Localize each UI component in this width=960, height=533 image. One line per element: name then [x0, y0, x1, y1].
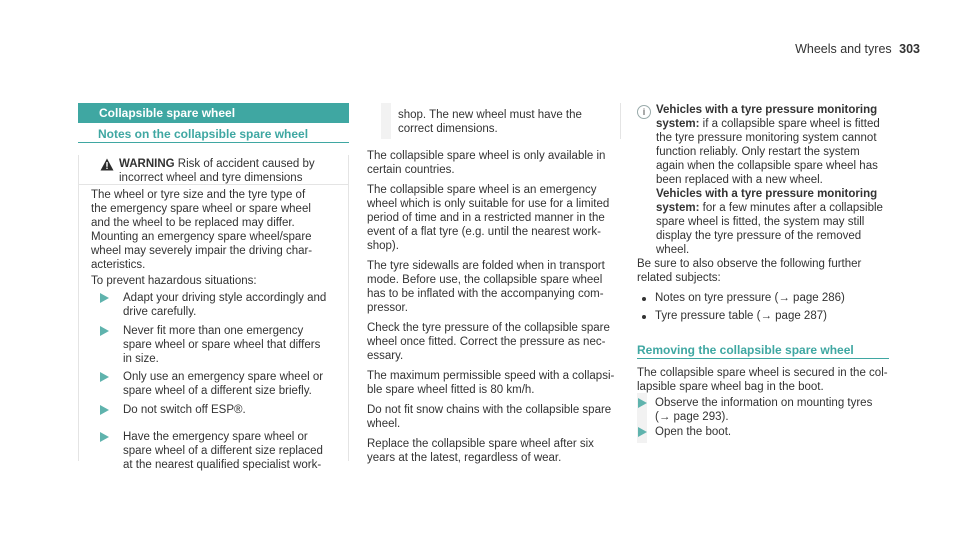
related-link-tyre-pressure[interactable]: Notes on tyre pressure (→ page 286) [655, 292, 845, 304]
body-line: acteristics. [91, 259, 146, 271]
step-item [123, 324, 345, 366]
step-line: Never fit more than one emergency [123, 325, 304, 337]
bullet-dot [642, 297, 646, 301]
warning-text [119, 157, 344, 185]
step-arrow-icon [100, 432, 109, 442]
col2-body [367, 149, 625, 465]
step-line: spare wheel of a different size replaced [123, 445, 323, 457]
continuation-bar [381, 103, 391, 139]
info-icon: i [637, 105, 651, 119]
step-item [123, 403, 345, 417]
warning-icon [100, 158, 114, 171]
step-arrow-icon [100, 405, 109, 415]
warning-body [91, 188, 346, 288]
header-title: Wheels and tyres [795, 42, 892, 56]
continuation-text [398, 108, 618, 136]
running-header [700, 42, 920, 56]
step-arrow-icon [100, 293, 109, 303]
paragraph: Check the tyre pressure of the collapsible spare wheel once fitted. Correct the pressure as nec- essary. [367, 322, 610, 362]
warning-divider [78, 184, 349, 185]
related-link-pressure-table[interactable]: Tyre pressure table (→ page 287) [655, 310, 827, 322]
removing-text: The collapsible spare wheel is secured in the col- lapsible spare wheel bag in the boot. [637, 367, 888, 393]
step-item: Open the boot. [655, 426, 732, 438]
body-line: Mounting an emergency spare wheel/spare [91, 231, 312, 243]
subhead-rule [78, 142, 349, 143]
paragraph: The collapsible spare wheel is only available in certain countries. [367, 150, 606, 176]
step-arrow-icon [638, 427, 647, 437]
warning-line-2: incorrect wheel and tyre dimensions [119, 172, 303, 184]
paragraph: Do not fit snow chains with the collapsible spare wheel. [367, 404, 612, 430]
step-item [123, 291, 345, 319]
step-item [123, 370, 345, 398]
step-arrow-icon [100, 372, 109, 382]
step-item: Observe the information on mounting tyres (→ page 293). [655, 397, 873, 423]
observe-text: Be sure to also observe the following further related subjects: [637, 258, 862, 284]
body-line: To prevent hazardous situations: [91, 275, 257, 287]
step-item [123, 430, 345, 472]
page-number: 303 [899, 42, 920, 56]
step-line: at the nearest qualified specialist work- [123, 459, 322, 471]
step-arrow-icon [100, 326, 109, 336]
subhead-rule [637, 358, 889, 359]
continuation-line: correct dimensions. [398, 123, 498, 135]
step-line: Have the emergency spare wheel or [123, 431, 308, 443]
paragraph: Replace the collapsible spare wheel after six years at the latest, regardless of wear. [367, 438, 594, 464]
bullet-dot [642, 315, 646, 319]
step-line: Only use an emergency spare wheel or [123, 371, 324, 383]
paragraph: The maximum permissible speed with a collapsi- ble spare wheel fitted is 80 km/h. [367, 370, 615, 396]
body-line: and the wheel to be replaced may differ. [91, 217, 295, 229]
subhead-removing: Removing the collapsible spare wheel [637, 343, 854, 357]
section-title-bar [78, 103, 349, 123]
step-line: spare wheel or spare wheel that differs [123, 339, 321, 351]
paragraph: The tyre sidewalls are folded when in transport mode. Before use, the collapsible spare wheel has to be inflated with the accompanying com- pressor. [367, 260, 605, 314]
section-title: Collapsible spare wheel [99, 106, 236, 120]
subhead-notes: Notes on the collapsible spare wheel [98, 127, 309, 141]
step-arrow-icon [638, 398, 647, 408]
step-line: Adapt your driving style accordingly and [123, 292, 327, 304]
step-line: spare wheel of a different size briefly. [123, 385, 312, 397]
body-line: the emergency spare wheel or spare wheel [91, 203, 311, 215]
step-line: drive carefully. [123, 306, 197, 318]
continuation-line: shop. The new wheel must have the [398, 109, 582, 121]
body-line: The wheel or tyre size and the tyre type of [91, 189, 306, 201]
warning-line-1: Risk of accident caused by [177, 158, 315, 170]
warning-label: WARNING [119, 158, 175, 170]
paragraph: The collapsible spare wheel is an emergency wheel which is only suitable for use for a limited period of time and in a restricted manner in the event of a flat tyre (e.g. until the nearest work- shop). [367, 184, 610, 252]
body-line: wheel may severely impair the driving char- [91, 245, 313, 257]
step-line: in size. [123, 353, 159, 365]
info-note: Vehicles with a tyre pressure monitoring system: if a collapsible spare wheel is fitted the tyre pressure monitoring system cannot function reliably. Only restart the system again when the collapsible spare wheel has been replaced with a new wheel. Vehicles with a tyre pressure monitoring system: for a few minutes after a collapsible spare wheel is fitted, the system may still display the tyre pressure of the removed wheel. [656, 104, 883, 256]
step-line: Do not switch off ESP®. [123, 404, 246, 416]
